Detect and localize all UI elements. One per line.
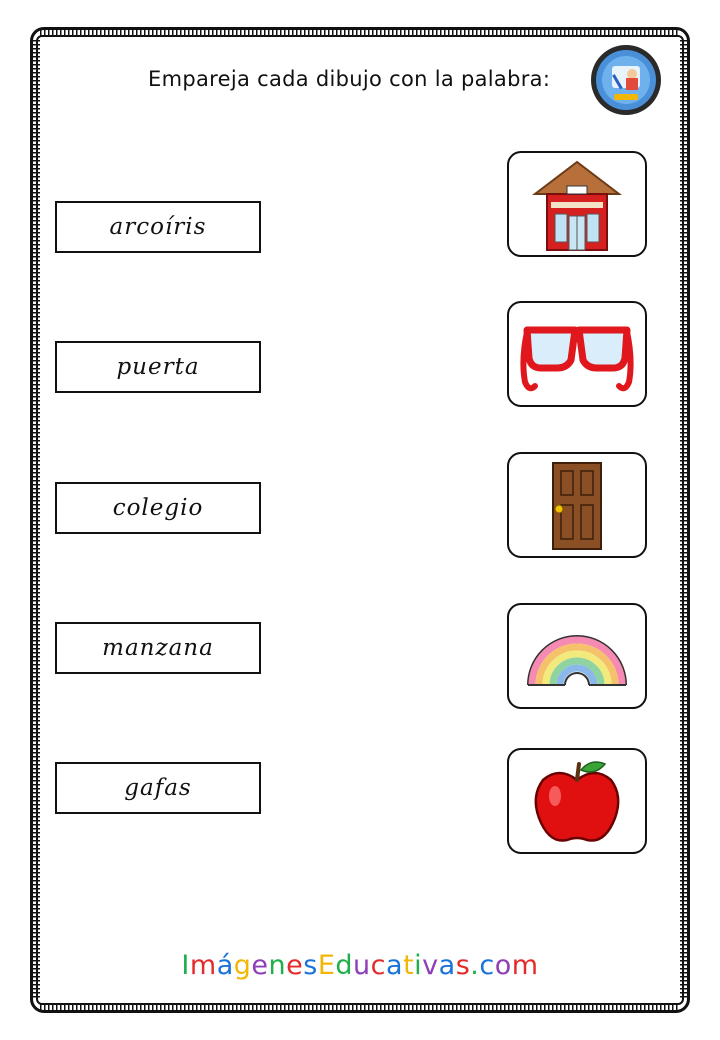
footer-letter: t [403,950,415,981]
footer-letter: o [494,950,512,981]
footer-letter: . [470,950,480,981]
footer-letter: E [317,950,336,981]
footer-letter: s [303,950,318,981]
footer-letter: á [216,950,234,981]
footer-letter: e [251,950,269,981]
footer-letter: I [181,950,190,981]
footer-letter: a [438,950,456,981]
word-label: manzana [102,635,214,661]
website-logo-badge [590,44,662,116]
footer-letter: c [370,950,387,981]
glasses-icon [517,310,637,398]
rainbow-icon [522,623,632,689]
word-box-2[interactable] [55,341,261,393]
footer-letter: u [353,950,371,981]
footer-letter: g [233,950,252,981]
footer-letter: i [414,950,423,981]
school-icon [527,156,627,252]
word-label: arcoíris [109,214,207,240]
picture-box-4[interactable] [507,603,647,709]
word-box-3[interactable] [55,482,261,534]
footer-letter: s [455,950,471,981]
door-icon [547,459,607,551]
footer-letter: a [386,950,404,981]
apple-icon [529,756,625,846]
word-box-1[interactable] [55,201,261,253]
word-box-5[interactable] [55,762,261,814]
footer-letter: v [422,950,439,981]
word-label: colegio [112,495,204,521]
picture-box-2[interactable] [507,301,647,407]
footer-letter: n [268,950,287,981]
word-label: puerta [116,354,200,380]
picture-box-5[interactable] [507,748,647,854]
word-label: gafas [124,775,192,801]
footer-letter: e [286,950,304,981]
footer-letter: d [335,950,354,981]
worksheet-title: Empareja cada dibujo con la palabra: [148,67,551,91]
picture-box-3[interactable] [507,452,647,558]
site-footer-logo [0,950,720,981]
word-box-4[interactable] [55,622,261,674]
footer-letter: c [479,950,495,981]
footer-letter: m [189,950,217,981]
picture-box-1[interactable] [507,151,647,257]
footer-letter: m [511,950,539,981]
